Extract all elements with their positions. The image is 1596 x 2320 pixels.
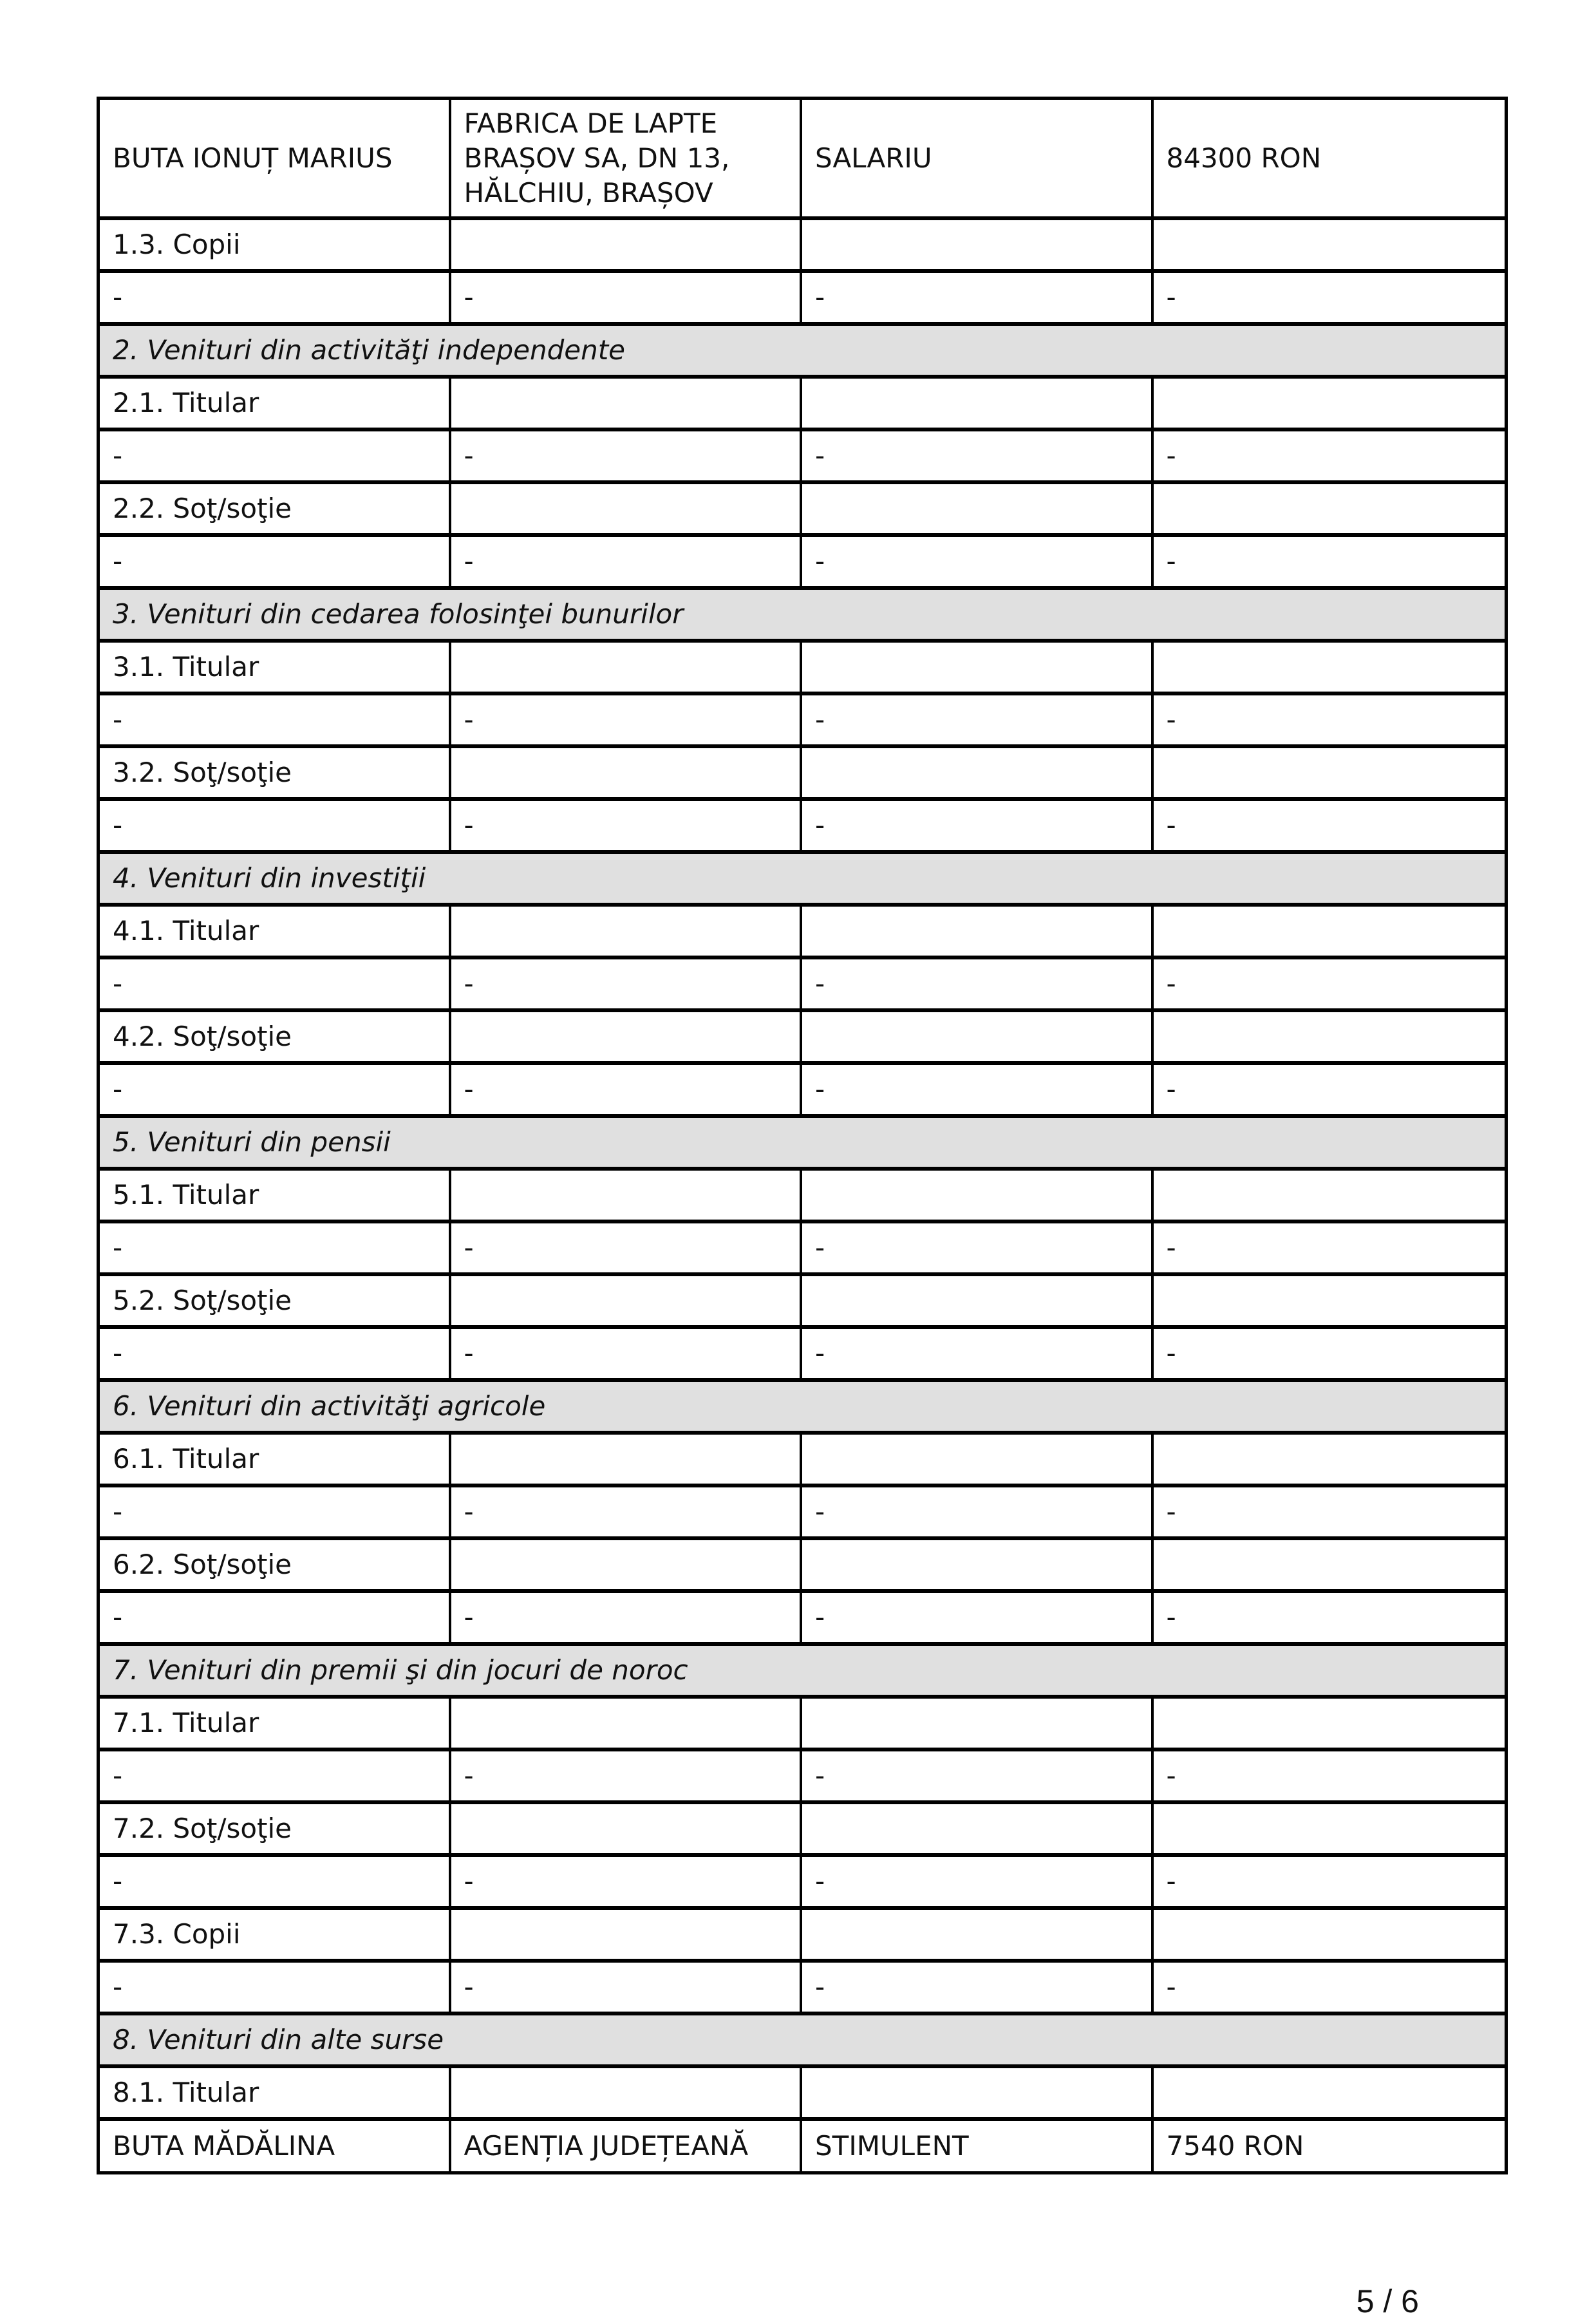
- amount-cell: [1154, 1540, 1505, 1593]
- service-cell: -: [802, 537, 1154, 590]
- amount-cell: [1154, 643, 1505, 695]
- table-row: [100, 100, 1505, 220]
- service-cell: [802, 643, 1154, 695]
- section-header-row: [100, 854, 1505, 907]
- beneficiary-cell: BUTA IONUȚ MARIUS: [100, 100, 451, 220]
- subsection-label: 5.2. Soţ/soţie: [100, 1276, 451, 1329]
- beneficiary-cell: -: [100, 1065, 451, 1118]
- beneficiary-cell: -: [100, 273, 451, 326]
- income-source-cell: AGENȚIA JUDEȚEANĂ: [451, 2121, 803, 2171]
- subsection-row: [100, 1804, 1505, 1857]
- table-row: [100, 273, 1505, 326]
- income-source-cell: [451, 643, 803, 695]
- service-cell: -: [802, 1223, 1154, 1276]
- service-cell: -: [802, 273, 1154, 326]
- amount-cell: -: [1154, 1857, 1505, 1910]
- amount-cell: [1154, 748, 1505, 801]
- section-title: 2. Venituri din activităţi independente: [100, 326, 1505, 379]
- table-row: [100, 959, 1505, 1012]
- beneficiary-cell: -: [100, 431, 451, 484]
- service-cell: [802, 1910, 1154, 1963]
- section-title: 5. Venituri din pensii: [100, 1118, 1505, 1171]
- service-cell: [802, 907, 1154, 959]
- amount-cell: 84300 RON: [1154, 100, 1505, 220]
- subsection-label: 6.2. Soţ/soţie: [100, 1540, 451, 1593]
- beneficiary-cell: -: [100, 801, 451, 854]
- amount-cell: -: [1154, 1963, 1505, 2015]
- service-cell: [802, 2068, 1154, 2121]
- income-source-cell: [451, 220, 803, 273]
- table-row: [100, 801, 1505, 854]
- income-source-cell: -: [451, 1065, 803, 1118]
- table-row: [100, 695, 1505, 748]
- service-cell: -: [802, 1857, 1154, 1910]
- amount-cell: -: [1154, 1329, 1505, 1382]
- income-source-cell: -: [451, 1329, 803, 1382]
- service-cell: -: [802, 1963, 1154, 2015]
- amount-cell: -: [1154, 1065, 1505, 1118]
- page-indicator: 5 / 6: [1356, 2283, 1419, 2319]
- section-header-row: [100, 2015, 1505, 2068]
- amount-cell: [1154, 1699, 1505, 1751]
- service-cell: -: [802, 431, 1154, 484]
- service-cell: [802, 748, 1154, 801]
- subsection-label: 3.2. Soţ/soţie: [100, 748, 451, 801]
- beneficiary-cell: -: [100, 1223, 451, 1276]
- subsection-label: 6.1. Titular: [100, 1435, 451, 1487]
- subsection-label: 1.3. Copii: [100, 220, 451, 273]
- amount-cell: [1154, 1804, 1505, 1857]
- income-source-cell: -: [451, 1751, 803, 1804]
- income-source-cell: [451, 1804, 803, 1857]
- section-header-row: [100, 1118, 1505, 1171]
- table-row: [100, 1065, 1505, 1118]
- section-title: 4. Venituri din investiţii: [100, 854, 1505, 907]
- amount-cell: -: [1154, 695, 1505, 748]
- income-source-cell: [451, 100, 803, 220]
- beneficiary-cell: -: [100, 695, 451, 748]
- amount-cell: -: [1154, 959, 1505, 1012]
- income-source-cell: -: [451, 801, 803, 854]
- subsection-row: [100, 2068, 1505, 2121]
- table-row: [100, 431, 1505, 484]
- amount-cell: -: [1154, 537, 1505, 590]
- subsection-row: [100, 1910, 1505, 1963]
- section-title: 6. Venituri din activităţi agricole: [100, 1382, 1505, 1435]
- section-title: 3. Venituri din cedarea folosinţei bunurilor: [100, 590, 1505, 643]
- source-line: HĂLCHIU, BRAȘOV: [464, 176, 713, 209]
- subsection-row: [100, 1699, 1505, 1751]
- income-source-cell: [451, 1910, 803, 1963]
- income-source-cell: [451, 1276, 803, 1329]
- income-source-cell: -: [451, 273, 803, 326]
- beneficiary-cell: -: [100, 537, 451, 590]
- section-title: 8. Venituri din alte surse: [100, 2015, 1505, 2068]
- section-header-row: [100, 590, 1505, 643]
- income-source-cell: -: [451, 1223, 803, 1276]
- service-cell: -: [802, 1065, 1154, 1118]
- service-cell: SALARIU: [802, 100, 1154, 220]
- income-source-cell: -: [451, 695, 803, 748]
- table-row: [100, 1329, 1505, 1382]
- table-row: [100, 537, 1505, 590]
- service-cell: -: [802, 1751, 1154, 1804]
- service-cell: [802, 1540, 1154, 1593]
- table-row: [100, 2121, 1505, 2171]
- subsection-row: [100, 220, 1505, 273]
- amount-cell: -: [1154, 1593, 1505, 1646]
- amount-cell: [1154, 1435, 1505, 1487]
- income-source-cell: -: [451, 1593, 803, 1646]
- beneficiary-cell: -: [100, 1487, 451, 1540]
- section-header-row: [100, 326, 1505, 379]
- subsection-label: 7.1. Titular: [100, 1699, 451, 1751]
- beneficiary-cell: -: [100, 1857, 451, 1910]
- income-source-cell: [451, 2068, 803, 2121]
- service-cell: [802, 1699, 1154, 1751]
- income-source-cell: -: [451, 1857, 803, 1910]
- subsection-label: 2.2. Soţ/soţie: [100, 484, 451, 537]
- income-source-cell: [451, 1540, 803, 1593]
- service-cell: STIMULENT: [802, 2121, 1154, 2171]
- service-cell: [802, 379, 1154, 431]
- beneficiary-cell: -: [100, 1963, 451, 2015]
- amount-cell: [1154, 1171, 1505, 1223]
- subsection-row: [100, 748, 1505, 801]
- table-row: [100, 1751, 1505, 1804]
- table-row: [100, 1963, 1505, 2015]
- service-cell: -: [802, 1487, 1154, 1540]
- subsection-row: [100, 907, 1505, 959]
- service-cell: [802, 220, 1154, 273]
- source-line: BRAȘOV SA, DN 13,: [464, 142, 730, 174]
- beneficiary-cell: BUTA MĂDĂLINA: [100, 2121, 451, 2171]
- subsection-row: [100, 1435, 1505, 1487]
- service-cell: -: [802, 959, 1154, 1012]
- income-source-cell: [451, 1171, 803, 1223]
- amount-cell: [1154, 907, 1505, 959]
- subsection-label: 7.3. Copii: [100, 1910, 451, 1963]
- source-line: FABRICA DE LAPTE: [464, 107, 718, 139]
- subsection-row: [100, 1012, 1505, 1065]
- subsection-label: 8.1. Titular: [100, 2068, 451, 2121]
- income-source-cell: [451, 379, 803, 431]
- income-source-cell: [451, 1012, 803, 1065]
- subsection-label: 7.2. Soţ/soţie: [100, 1804, 451, 1857]
- subsection-row: [100, 1171, 1505, 1223]
- amount-cell: [1154, 1910, 1505, 1963]
- table-row: [100, 1593, 1505, 1646]
- subsection-label: 4.2. Soţ/soţie: [100, 1012, 451, 1065]
- amount-cell: -: [1154, 273, 1505, 326]
- beneficiary-cell: -: [100, 1329, 451, 1382]
- income-source-cell: [451, 907, 803, 959]
- table-row: [100, 1223, 1505, 1276]
- income-source-cell: [451, 748, 803, 801]
- subsection-row: [100, 379, 1505, 431]
- subsection-label: 5.1. Titular: [100, 1171, 451, 1223]
- subsection-row: [100, 1276, 1505, 1329]
- amount-cell: -: [1154, 1751, 1505, 1804]
- section-header-row: [100, 1382, 1505, 1435]
- subsection-label: 3.1. Titular: [100, 643, 451, 695]
- income-source-cell: [451, 484, 803, 537]
- section-title: 7. Venituri din premii şi din jocuri de noroc: [100, 1646, 1505, 1699]
- service-cell: -: [802, 801, 1154, 854]
- service-cell: [802, 1435, 1154, 1487]
- amount-cell: [1154, 1012, 1505, 1065]
- income-source-cell: -: [451, 537, 803, 590]
- service-cell: [802, 1276, 1154, 1329]
- service-cell: -: [802, 695, 1154, 748]
- section-header-row: [100, 1646, 1505, 1699]
- amount-cell: [1154, 220, 1505, 273]
- table-row: [100, 1857, 1505, 1910]
- service-cell: [802, 484, 1154, 537]
- service-cell: [802, 1012, 1154, 1065]
- subsection-label: 4.1. Titular: [100, 907, 451, 959]
- amount-cell: -: [1154, 1487, 1505, 1540]
- income-source-cell: -: [451, 1963, 803, 2015]
- amount-cell: [1154, 379, 1505, 431]
- beneficiary-cell: -: [100, 1751, 451, 1804]
- amount-cell: -: [1154, 1223, 1505, 1276]
- income-source-cell: -: [451, 1487, 803, 1540]
- amount-cell: -: [1154, 431, 1505, 484]
- subsection-row: [100, 484, 1505, 537]
- service-cell: [802, 1804, 1154, 1857]
- subsection-row: [100, 1540, 1505, 1593]
- income-source-cell: [451, 1435, 803, 1487]
- table-row: [100, 1487, 1505, 1540]
- amount-cell: [1154, 1276, 1505, 1329]
- document-page: [97, 97, 1508, 2319]
- service-cell: -: [802, 1329, 1154, 1382]
- amount-cell: [1154, 2068, 1505, 2121]
- subsection-label: 2.1. Titular: [100, 379, 451, 431]
- amount-cell: 7540 RON: [1166, 2130, 1304, 2162]
- beneficiary-cell: -: [100, 1593, 451, 1646]
- beneficiary-cell: -: [100, 959, 451, 1012]
- service-cell: -: [802, 1593, 1154, 1646]
- income-source-cell: -: [451, 959, 803, 1012]
- amount-cell: -: [1154, 801, 1505, 854]
- amount-cell: [1154, 484, 1505, 537]
- subsection-row: [100, 643, 1505, 695]
- income-source-cell: [451, 1699, 803, 1751]
- income-source-cell: -: [451, 431, 803, 484]
- service-cell: [802, 1171, 1154, 1223]
- income-declaration-table: [97, 97, 1508, 2174]
